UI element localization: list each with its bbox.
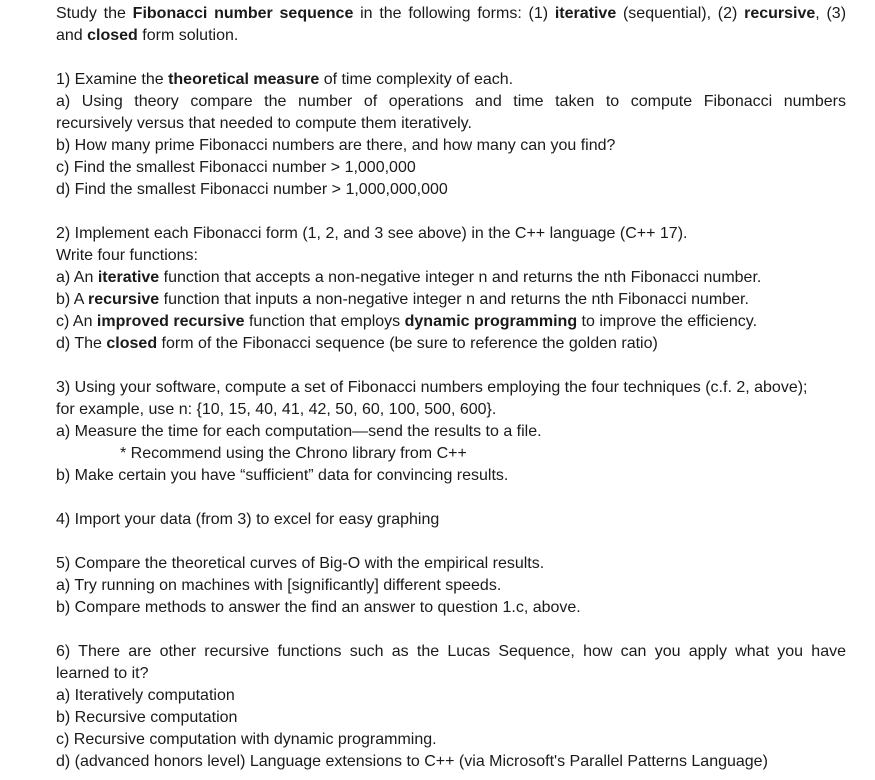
intro-line-1: Study the Fibonacci number sequence in the following forms: (1) iterative (sequential), (2) recursive, (3) — [56, 5, 847, 22]
section-3-item-a: a) Measure the time for each computation—send the results to a file. — [56, 423, 542, 440]
section-1 — [56, 69, 846, 201]
section-3-example: for example, use n: {10, 15, 40, 41, 42, 50, 60, 100, 500, 600}. — [56, 401, 497, 418]
section-5-item-a: a) Try running on machines with [significantly] different speeds. — [56, 577, 502, 594]
document-page — [56, 0, 846, 773]
section-2-title: 2) Implement each Fibonacci form (1, 2, and 3 see above) in the C++ language (C++ 17). — [56, 225, 688, 242]
section-1-item-c: c) Find the smallest Fibonacci number > 1,000,000 — [56, 159, 416, 176]
section-2 — [56, 223, 846, 355]
intro-line-2: and closed form solution. — [56, 27, 239, 44]
section-6-title-line-1: 6) There are other recursive functions such as the Lucas Sequence, how can you apply what you have — [56, 643, 846, 660]
section-5-item-b: b) Compare methods to answer the find an answer to question 1.c, above. — [56, 599, 581, 616]
section-2-item-c: c) An improved recursive function that employs dynamic programming to improve the efficiency. — [56, 313, 758, 330]
section-4 — [56, 509, 846, 531]
section-3-title: 3) Using your software, compute a set of Fibonacci numbers employing the four techniques (c.f. 2, above); — [56, 379, 808, 396]
section-2-item-b: b) A recursive function that inputs a non-negative integer n and returns the nth Fibonacci number. — [56, 291, 749, 308]
section-6-item-a: a) Iteratively computation — [56, 687, 235, 704]
section-4-title: 4) Import your data (from 3) to excel for easy graphing — [56, 511, 440, 528]
section-5-title: 5) Compare the theoretical curves of Big-O with the empirical results. — [56, 555, 545, 572]
intro-paragraph — [56, 3, 846, 47]
section-2-subtitle: Write four functions: — [56, 247, 198, 264]
section-1-item-d: d) Find the smallest Fibonacci number > 1,000,000,000 — [56, 181, 448, 198]
section-6-item-c: c) Recursive computation with dynamic programming. — [56, 731, 437, 748]
section-2-item-a: a) An iterative function that accepts a non-negative integer n and returns the nth Fibonacci number. — [56, 269, 762, 286]
section-1-item-a-line-1: a) Using theory compare the number of operations and time taken to compute Fibonacci numbers — [56, 93, 846, 110]
section-1-title: 1) Examine the theoretical measure of time complexity of each. — [56, 71, 514, 88]
section-1-item-b: b) How many prime Fibonacci numbers are there, and how many can you find? — [56, 137, 616, 154]
section-6 — [56, 641, 846, 773]
section-6-title-line-2: learned to it? — [56, 665, 149, 682]
section-3-note: * Recommend using the Chrono library from C++ — [120, 445, 467, 462]
section-1-item-a-line-2: recursively versus that needed to compute them iteratively. — [56, 115, 472, 132]
section-6-item-d: d) (advanced honors level) Language extensions to C++ (via Microsoft's Parallel Patterns Language) — [56, 753, 768, 770]
section-3 — [56, 377, 846, 487]
section-6-item-b: b) Recursive computation — [56, 709, 238, 726]
section-5 — [56, 553, 846, 619]
section-2-item-d: d) The closed form of the Fibonacci sequence (be sure to reference the golden ratio) — [56, 335, 658, 352]
section-3-item-b: b) Make certain you have “sufficient” data for convincing results. — [56, 467, 509, 484]
